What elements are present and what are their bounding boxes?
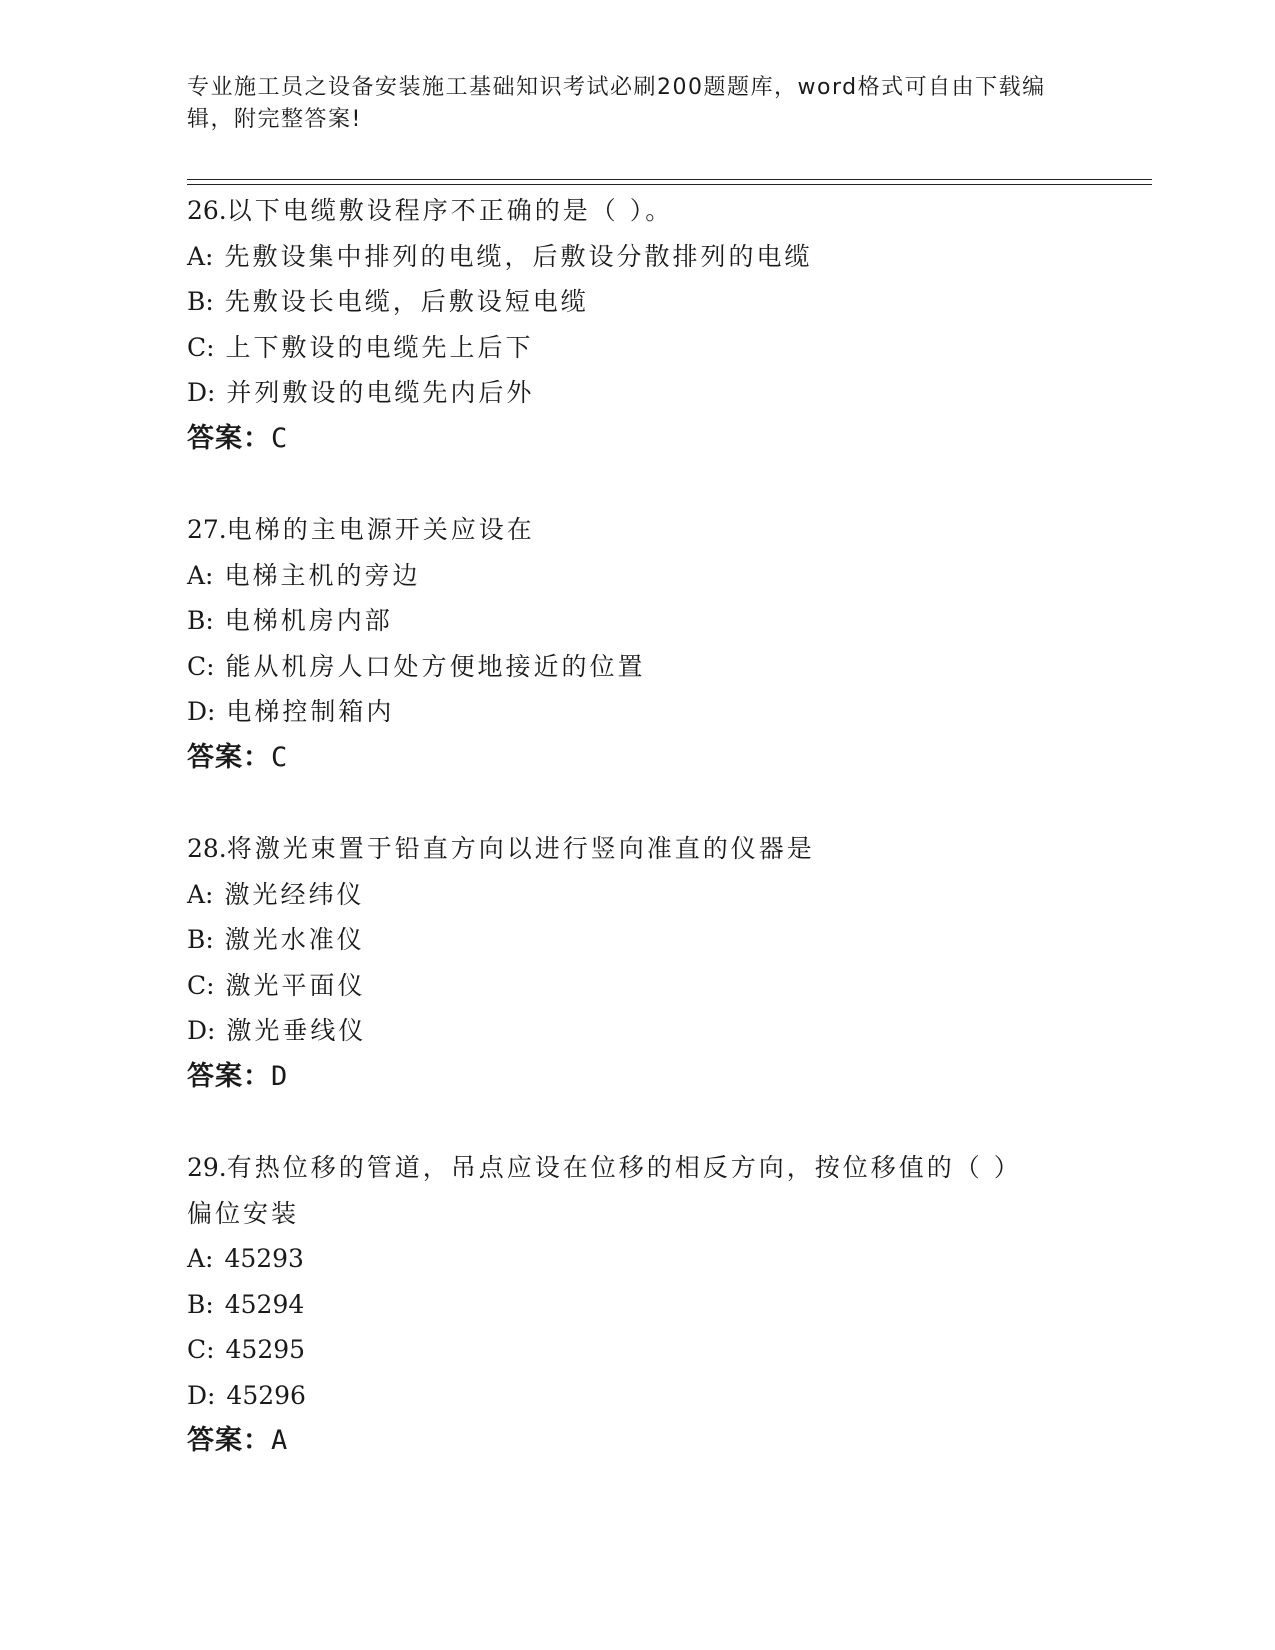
option-c — [187, 644, 1147, 690]
option-letter: C: — [187, 970, 215, 1000]
option-letter: C: — [187, 1335, 215, 1364]
question-26 — [187, 188, 1147, 461]
answer-label: 答案： — [187, 1425, 271, 1456]
option-b — [187, 1282, 1147, 1328]
option-letter: D: — [187, 378, 216, 407]
option-c — [187, 325, 1147, 371]
question-text: 将激光束置于铅直方向以进行竖向准直的仪器是 — [226, 834, 815, 863]
answer-label: 答案： — [187, 422, 271, 454]
option-b — [187, 279, 1147, 325]
option-text: 电梯机房内部 — [224, 606, 393, 635]
option-letter: A: — [187, 560, 214, 590]
option-text: 45295 — [225, 1335, 306, 1364]
question-stem — [187, 1145, 1147, 1191]
question-stem — [187, 507, 1147, 553]
option-letter: D: — [187, 1380, 216, 1410]
option-letter: B: — [187, 287, 214, 316]
option-text: 电梯主机的旁边 — [224, 560, 421, 590]
option-d — [187, 1373, 1147, 1419]
option-letter: C: — [187, 651, 215, 681]
answer-label: 答案： — [187, 1060, 271, 1092]
question-29 — [187, 1145, 1147, 1464]
question-28 — [187, 826, 1147, 1099]
option-d — [187, 1008, 1147, 1054]
answer-line — [187, 735, 1147, 781]
option-b — [187, 917, 1147, 963]
option-text: 45296 — [226, 1380, 306, 1410]
option-b — [187, 598, 1147, 644]
answer-line — [187, 416, 1147, 462]
option-letter: D: — [187, 1016, 216, 1045]
option-text: 激光水准仪 — [224, 925, 365, 954]
document-header: 专业施工员之设备安装施工基础知识考试必刷200题题库，word格式可自由下载编辑，附完整答案! — [187, 75, 1046, 132]
option-c — [187, 963, 1147, 1009]
option-a — [187, 234, 1147, 280]
option-letter: C: — [187, 332, 215, 362]
answer-value: D — [271, 1060, 289, 1092]
option-text: 激光经纬仪 — [224, 879, 365, 909]
option-text: 激光垂线仪 — [226, 1016, 367, 1045]
option-text: 45293 — [224, 1244, 304, 1273]
option-a — [187, 1236, 1147, 1282]
option-d — [187, 370, 1147, 416]
option-text: 激光平面仪 — [225, 970, 366, 1000]
question-number: 27. — [187, 515, 227, 544]
question-stem-continuation: 偏位安装 — [187, 1198, 300, 1228]
option-letter: A: — [187, 879, 214, 909]
question-text: 有热位移的管道，吊点应设在位移的相反方向，按位移值的（ ） — [226, 1153, 1022, 1182]
question-text: 以下电缆敷设程序不正确的是（ ）。 — [226, 196, 674, 225]
question-number: 28. — [187, 834, 227, 863]
answer-value: C — [271, 741, 289, 773]
option-letter: D: — [187, 697, 216, 726]
answer-label: 答案： — [187, 741, 271, 773]
option-letter: B: — [187, 1289, 214, 1319]
answer-line — [187, 1418, 1147, 1464]
header-divider-bottom — [187, 184, 1152, 185]
question-stem — [187, 826, 1147, 872]
option-text: 先敷设集中排列的电缆，后敷设分散排列的电缆 — [224, 241, 813, 271]
option-a — [187, 553, 1147, 599]
option-letter: B: — [187, 606, 214, 635]
question-number: 29. — [187, 1153, 227, 1182]
question-27 — [187, 507, 1147, 780]
option-text: 能从机房人口处方便地接近的位置 — [225, 651, 646, 681]
option-d — [187, 689, 1147, 735]
option-text: 上下敷设的电缆先上后下 — [225, 332, 534, 362]
answer-line — [187, 1054, 1147, 1100]
option-letter: A: — [187, 1244, 214, 1273]
answer-value: C — [271, 422, 289, 454]
option-text: 并列敷设的电缆先内后外 — [226, 378, 535, 407]
question-text: 电梯的主电源开关应设在 — [226, 515, 535, 544]
option-text: 先敷设长电缆，后敷设短电缆 — [224, 287, 589, 316]
question-stem — [187, 188, 1147, 234]
option-letter: A: — [187, 241, 214, 271]
option-letter: B: — [187, 925, 214, 954]
option-c — [187, 1327, 1147, 1373]
answer-value: A — [271, 1425, 289, 1456]
option-text: 45294 — [224, 1289, 305, 1319]
option-a — [187, 872, 1147, 918]
option-text: 电梯控制箱内 — [226, 697, 395, 726]
question-number: 26. — [187, 196, 227, 225]
header-divider-top — [187, 179, 1152, 180]
